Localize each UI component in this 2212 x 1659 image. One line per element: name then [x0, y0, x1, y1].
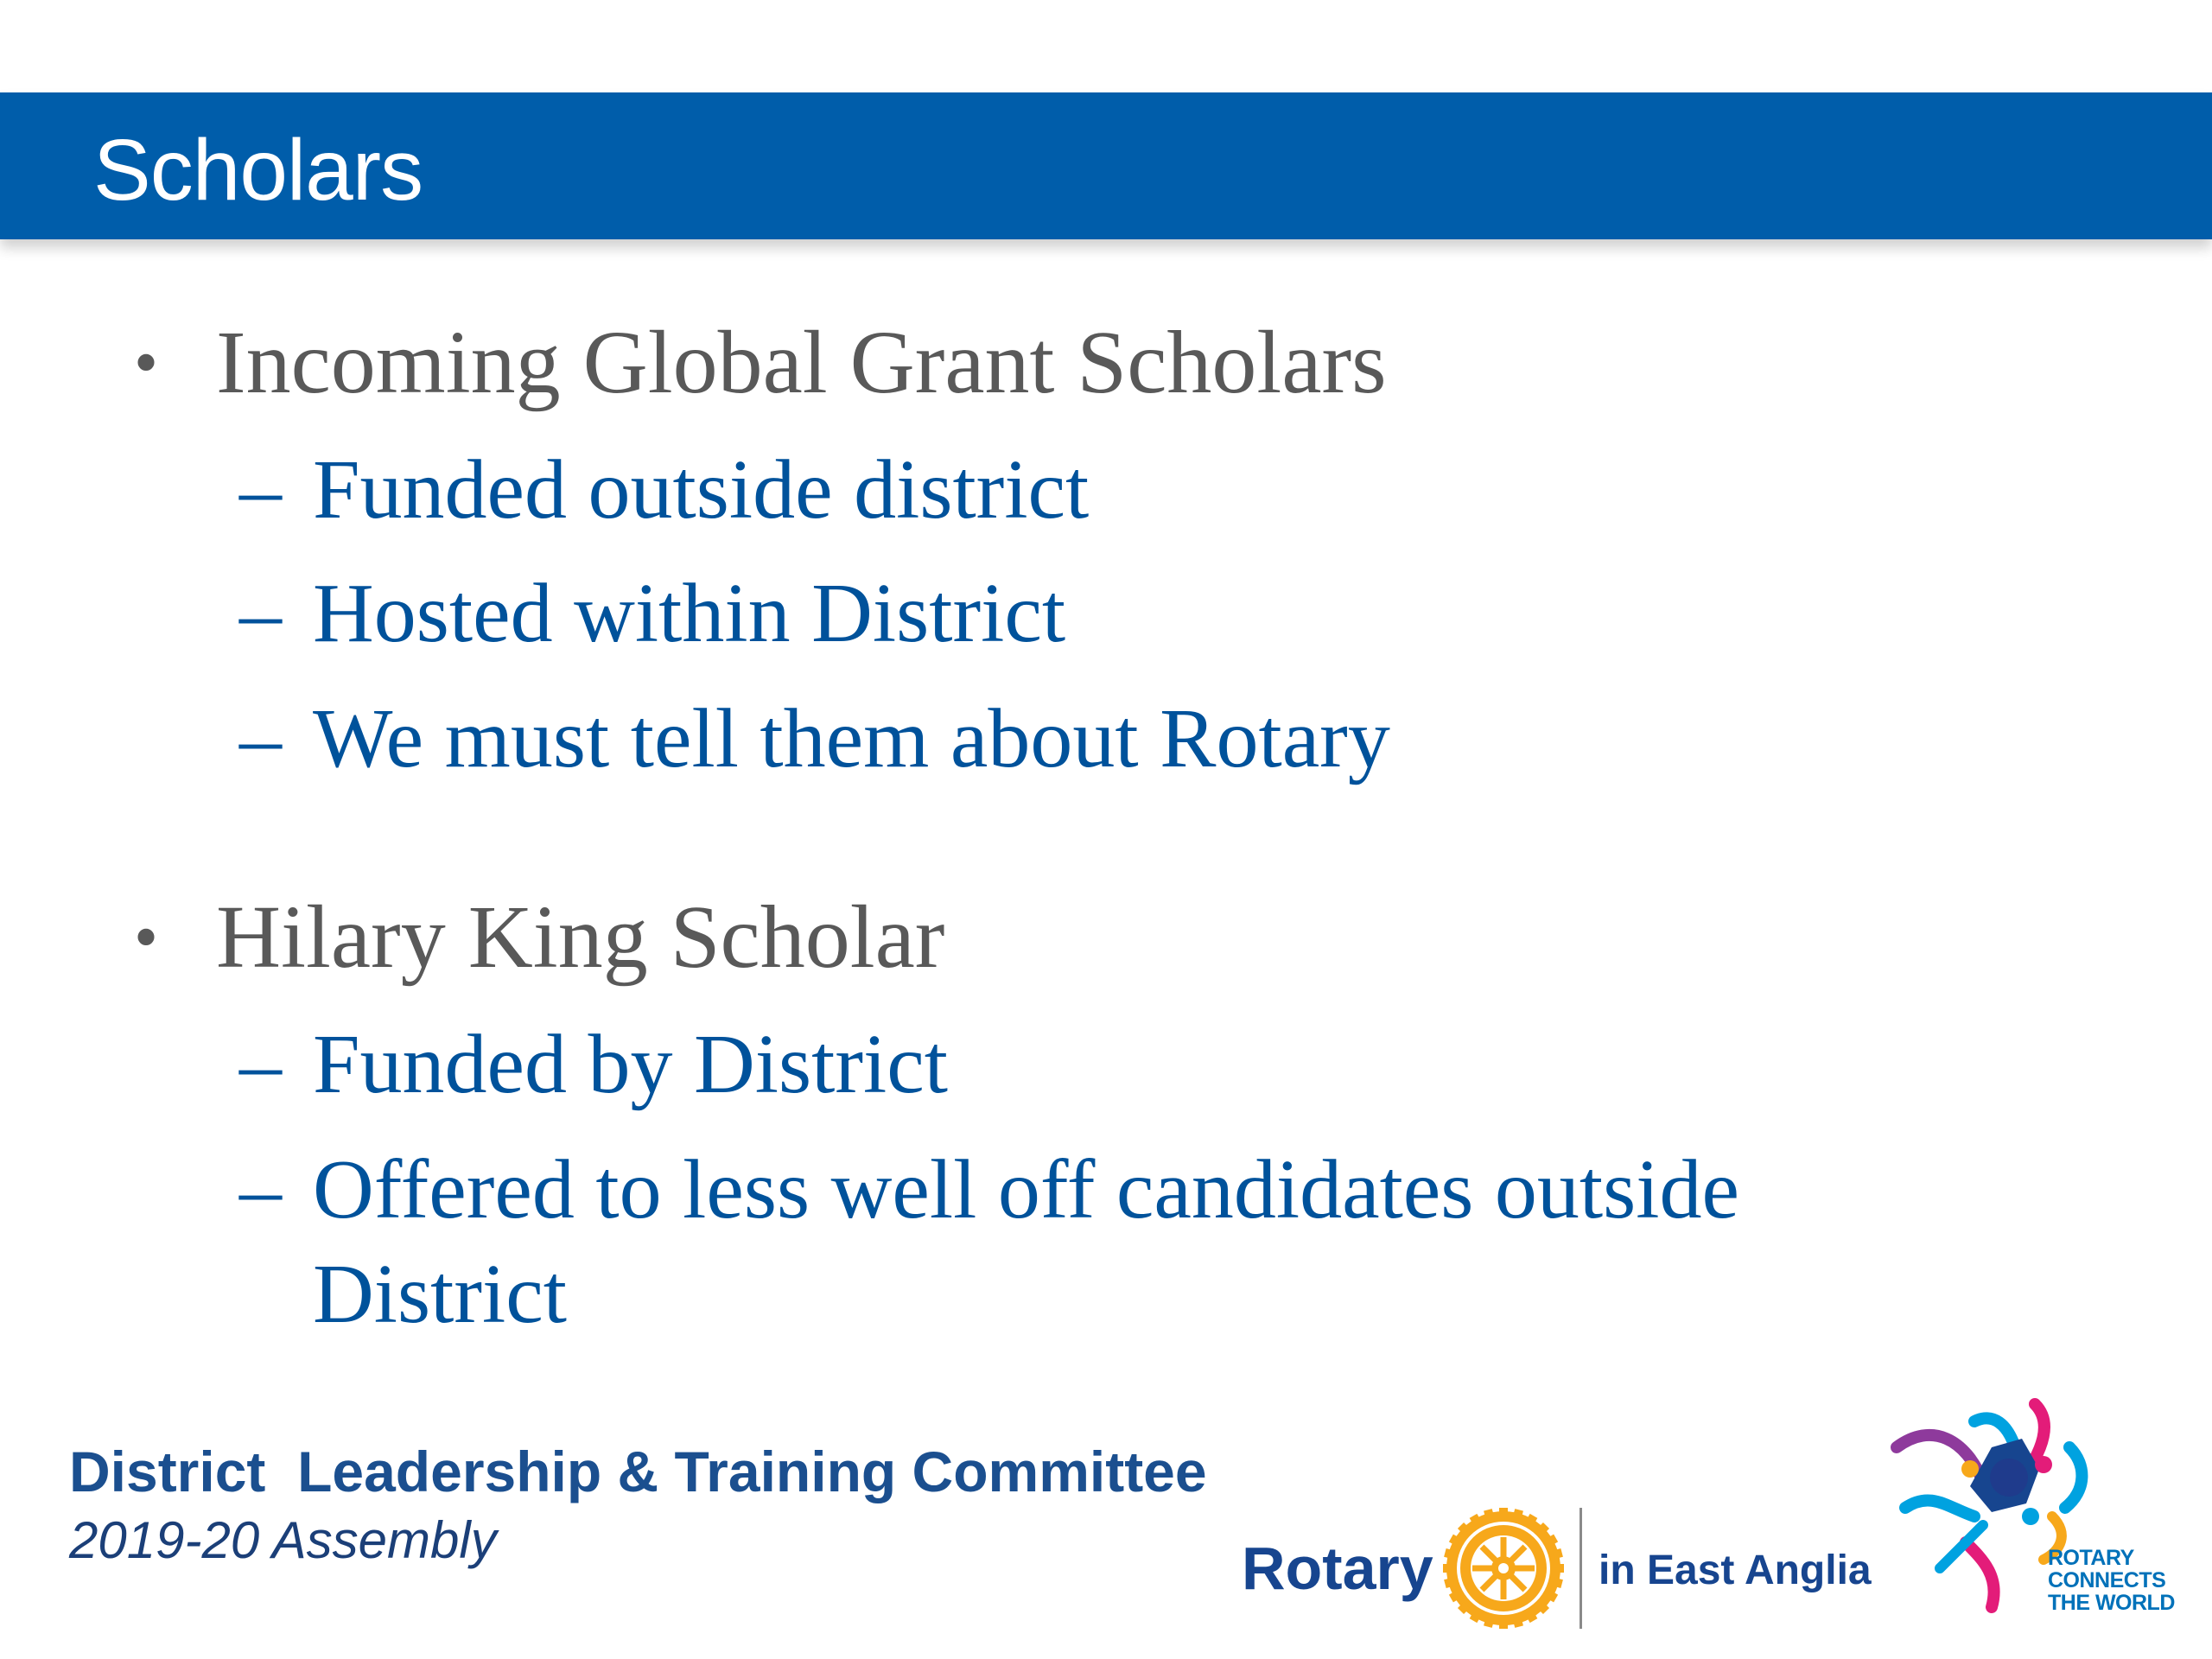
sub-bullet-item — [239, 1142, 1740, 1237]
dash-marker: – — [239, 692, 282, 785]
bullet-item — [134, 313, 1387, 412]
logo-divider — [1580, 1508, 1582, 1629]
sub-bullet-item — [239, 566, 1066, 661]
footer-committee: District Leadership & Training Committee — [69, 1440, 1207, 1503]
dash-marker: – — [239, 1143, 282, 1236]
dash-marker: – — [239, 567, 282, 660]
rotary-wheel-icon — [1443, 1508, 1564, 1629]
bullet-item — [134, 887, 945, 987]
bullet-marker: • — [134, 899, 159, 976]
slide-title: Scholars — [93, 122, 423, 219]
rotary-wordmark: Rotary — [1242, 1535, 1433, 1602]
sub-bullet-text: We must tell them about Rotary — [313, 692, 1390, 785]
sub-bullet-text: Hosted within District — [313, 567, 1066, 660]
theme-line: CONNECTS — [2048, 1568, 2166, 1592]
title-bar — [0, 92, 2212, 239]
sub-bullet-item — [239, 442, 1090, 537]
sub-bullet-text: District — [313, 1248, 567, 1341]
theme-line: ROTARY — [2048, 1546, 2134, 1570]
dash-marker: – — [239, 443, 282, 537]
sub-bullet-item — [239, 1017, 948, 1112]
bullet-text: Hilary King Scholar — [216, 887, 945, 987]
sub-bullet-item — [239, 691, 1390, 786]
sub-bullet-text: Funded outside district — [313, 443, 1090, 537]
footer-assembly: 2019-20 Assembly — [69, 1511, 497, 1569]
theme-text — [2048, 1547, 2175, 1614]
sub-bullet-continuation — [313, 1247, 567, 1342]
region-text: in East Anglia — [1599, 1548, 1872, 1593]
sub-bullet-text: Offered to less well off candidates outside — [313, 1143, 1740, 1236]
dash-marker: – — [239, 1018, 282, 1111]
bullet-marker: • — [134, 325, 159, 401]
sub-bullet-text: Funded by District — [313, 1018, 948, 1111]
bullet-text: Incoming Global Grant Scholars — [216, 313, 1387, 412]
theme-line: THE WORLD — [2048, 1591, 2175, 1615]
